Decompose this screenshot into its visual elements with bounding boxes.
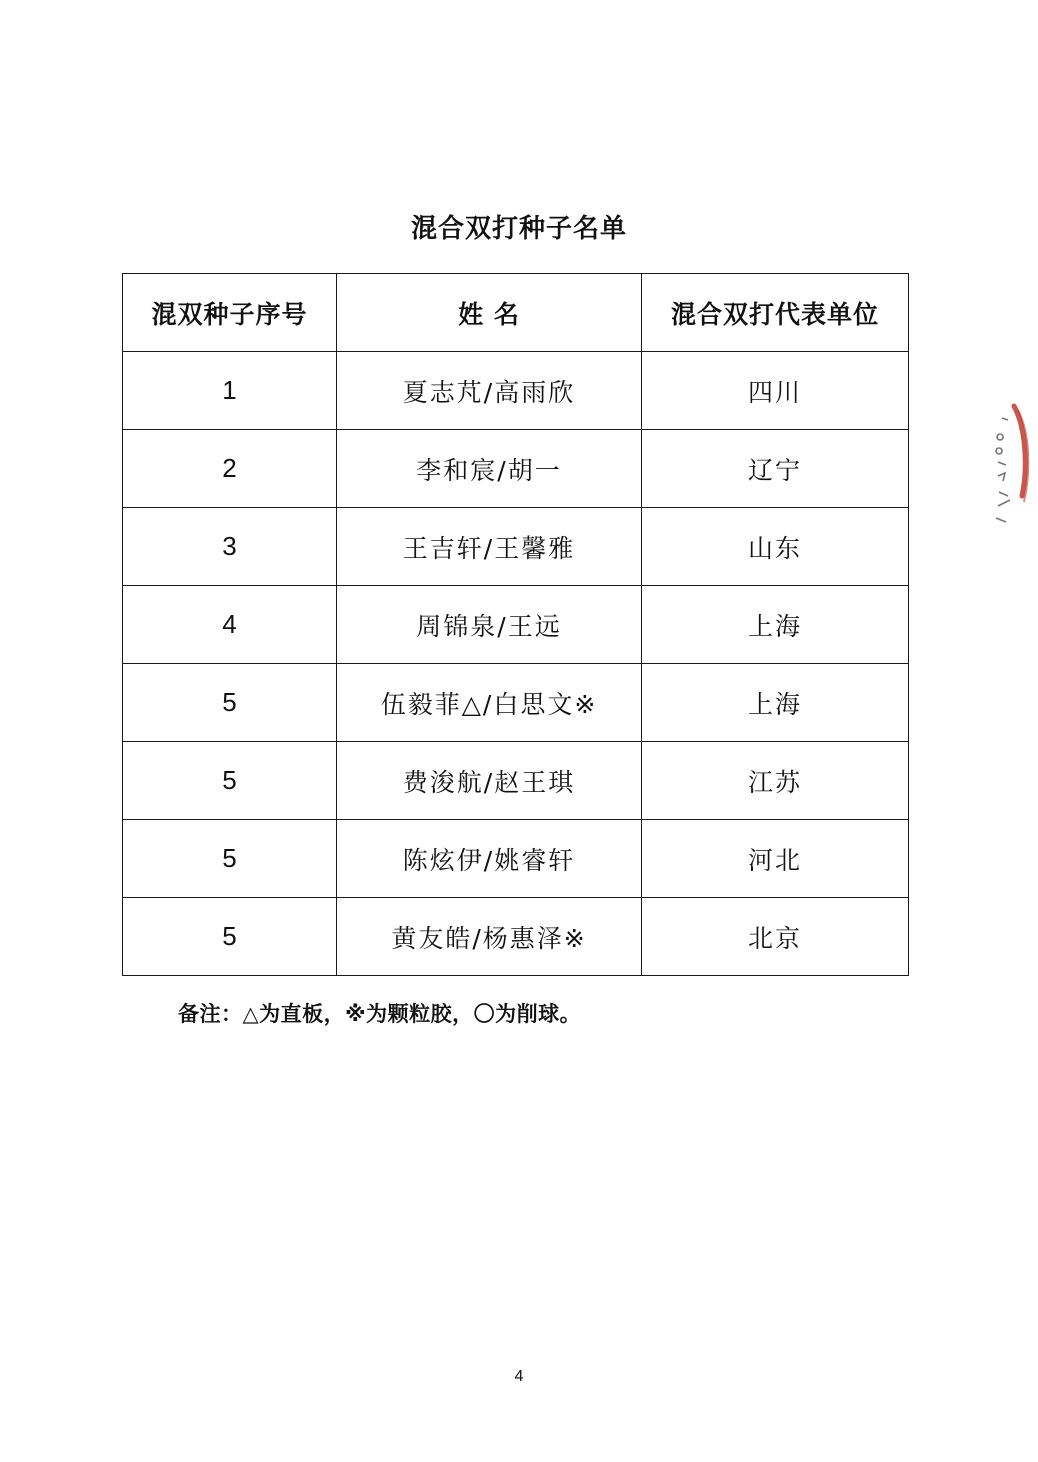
name-cell: 李和宸/胡一 — [337, 430, 642, 508]
name-cell: 费浚航/赵王琪 — [337, 742, 642, 820]
table-header-row — [123, 274, 909, 352]
header-seed-number: 混双种子序号 — [123, 274, 337, 352]
seed-cell: 2 — [123, 430, 337, 508]
table-row — [123, 352, 909, 430]
seed-cell: 5 — [123, 664, 337, 742]
header-name: 姓 名 — [337, 274, 642, 352]
name-cell: 周锦泉/王远 — [337, 586, 642, 664]
unit-cell: 四川 — [642, 352, 909, 430]
table-row — [123, 820, 909, 898]
seed-cell: 5 — [123, 820, 337, 898]
name-cell: 伍毅菲△/白思文※ — [337, 664, 642, 742]
name-cell: 陈炫伊/姚睿轩 — [337, 820, 642, 898]
document-title: 混合双打种子名单 — [410, 214, 627, 244]
unit-cell: 辽宁 — [642, 430, 909, 508]
unit-cell: 上海 — [642, 586, 909, 664]
table-row — [123, 430, 909, 508]
unit-cell: 江苏 — [642, 742, 909, 820]
name-cell: 夏志芃/高雨欣 — [337, 352, 642, 430]
seed-table — [122, 273, 909, 976]
seed-cell: 3 — [123, 508, 337, 586]
seed-cell: 1 — [123, 352, 337, 430]
unit-cell: 河北 — [642, 820, 909, 898]
seed-cell: 5 — [123, 898, 337, 976]
unit-cell: 北京 — [642, 898, 909, 976]
seed-cell: 4 — [123, 586, 337, 664]
table-row — [123, 742, 909, 820]
table-row — [123, 508, 909, 586]
table-row — [123, 664, 909, 742]
page-number: 4 — [514, 1368, 524, 1385]
name-cell: 王吉轩/王馨雅 — [337, 508, 642, 586]
table-row — [123, 898, 909, 976]
unit-cell: 上海 — [642, 664, 909, 742]
seed-cell: 5 — [123, 742, 337, 820]
seal-stamp-fragment — [984, 398, 1038, 530]
header-unit: 混合双打代表单位 — [642, 274, 909, 352]
footnote: 备注：△为直板，※为颗粒胶，〇为削球。 — [178, 1002, 582, 1026]
name-cell: 黄友皓/杨惠泽※ — [337, 898, 642, 976]
table-row — [123, 586, 909, 664]
unit-cell: 山东 — [642, 508, 909, 586]
